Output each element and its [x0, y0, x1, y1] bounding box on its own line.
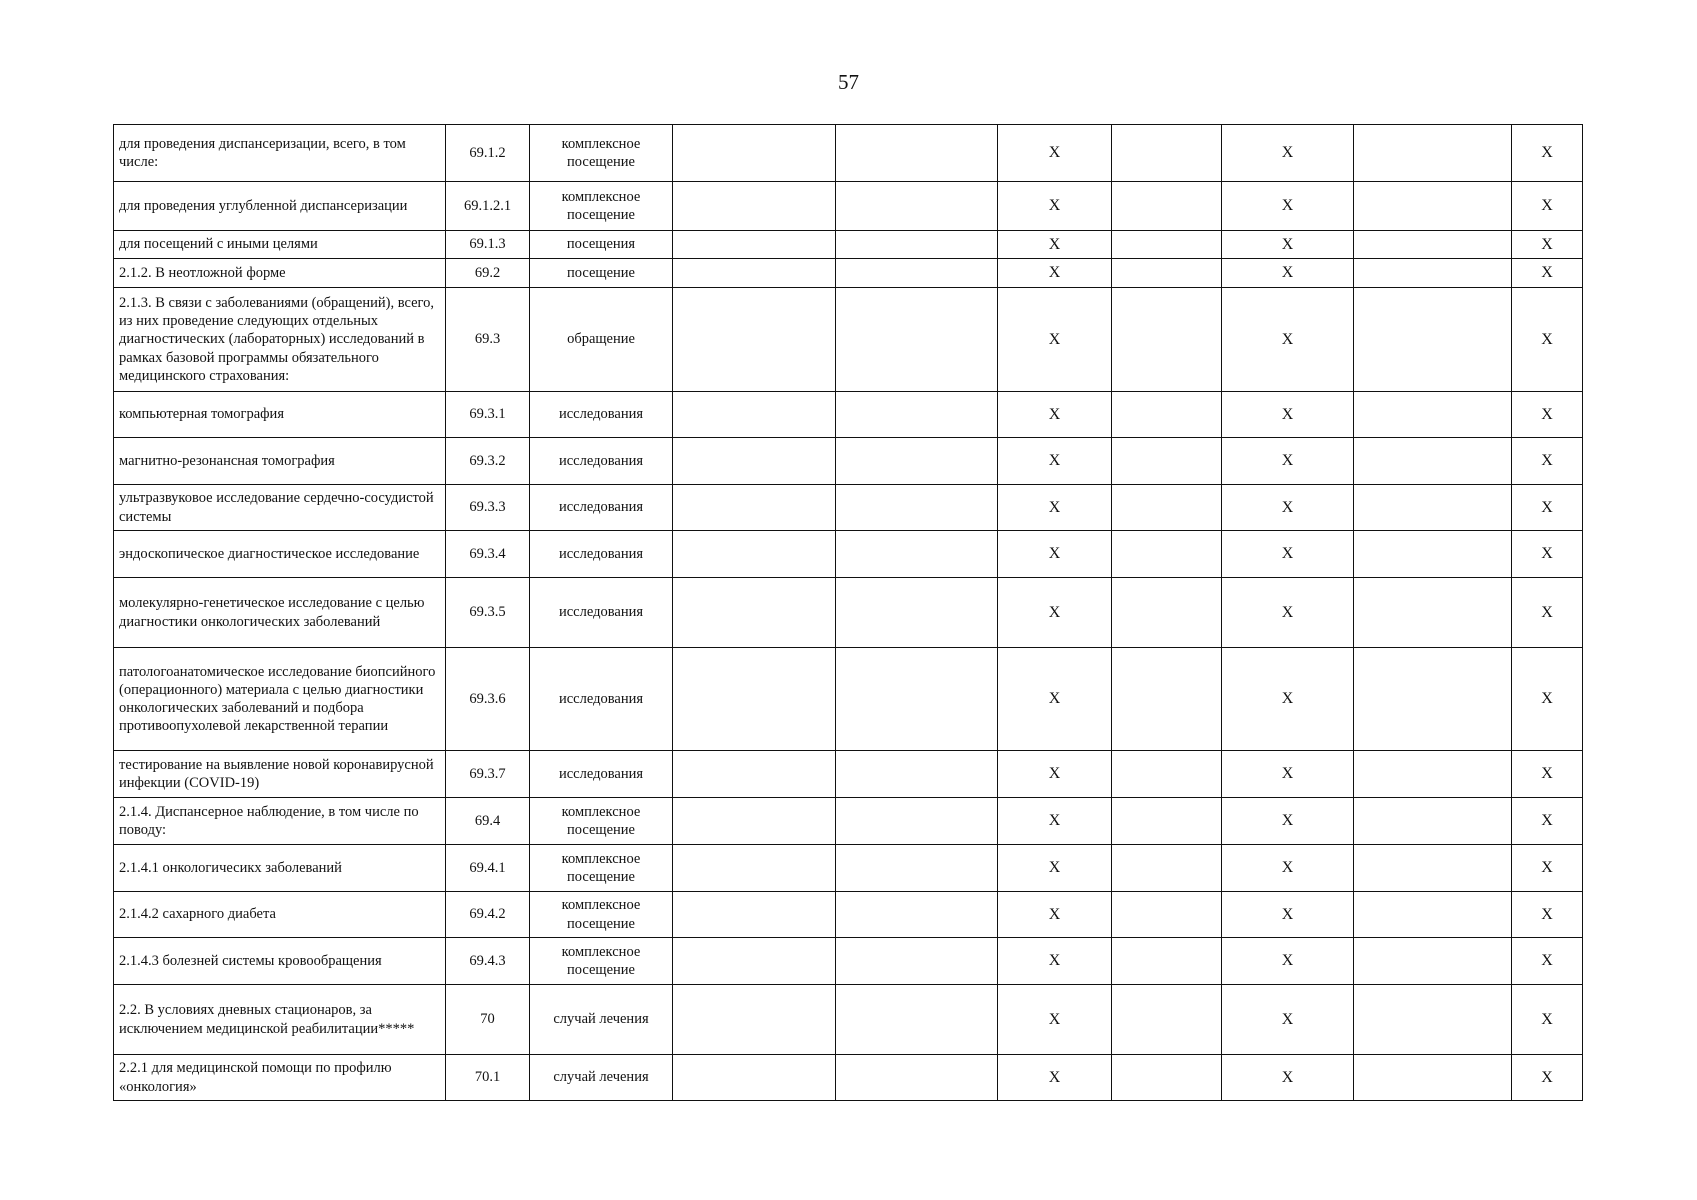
- table-row: [114, 798, 1583, 845]
- x-mark-cell: X: [1512, 288, 1583, 392]
- x-mark-cell: X: [1512, 392, 1583, 438]
- row-unit-cell: комплексное посещение: [530, 798, 673, 845]
- empty-cell: [1354, 985, 1512, 1055]
- empty-cell: [673, 985, 836, 1055]
- row-code-cell: 69.3.3: [446, 485, 530, 531]
- row-unit-cell: комплексное посещение: [530, 938, 673, 985]
- row-unit-cell: обращение: [530, 288, 673, 392]
- row-unit-cell: исследования: [530, 531, 673, 578]
- row-code-cell: 69.3.7: [446, 751, 530, 798]
- empty-cell: [1354, 438, 1512, 485]
- x-mark-cell: X: [998, 751, 1112, 798]
- x-mark-cell: X: [998, 578, 1112, 648]
- empty-cell: [836, 531, 998, 578]
- row-name-cell: молекулярно-генетическое исследование с целью диагностики онкологических заболеваний: [114, 578, 446, 648]
- x-mark-cell: X: [1222, 438, 1354, 485]
- empty-cell: [836, 751, 998, 798]
- x-mark-cell: X: [1222, 892, 1354, 938]
- row-code-cell: 69.3.1: [446, 392, 530, 438]
- empty-cell: [836, 578, 998, 648]
- x-mark-cell: X: [1222, 938, 1354, 985]
- x-mark-cell: X: [1222, 259, 1354, 288]
- x-mark-cell: X: [1512, 438, 1583, 485]
- row-code-cell: 69.3.6: [446, 648, 530, 751]
- x-mark-cell: X: [1222, 578, 1354, 648]
- empty-cell: [836, 938, 998, 985]
- row-name-cell: магнитно-резонансная томография: [114, 438, 446, 485]
- empty-cell: [836, 648, 998, 751]
- empty-cell: [836, 892, 998, 938]
- x-mark-cell: X: [1222, 288, 1354, 392]
- row-name-cell: ультразвуковое исследование сердечно-сосудистой системы: [114, 485, 446, 531]
- x-mark-cell: X: [998, 438, 1112, 485]
- table-row: [114, 182, 1583, 231]
- x-mark-cell: X: [1512, 259, 1583, 288]
- empty-cell: [673, 938, 836, 985]
- row-name-cell: 2.1.3. В связи с заболеваниями (обращений), всего, из них проведение следующих отдельных диагностических (лабораторных) исследований в рамках базовой программы обязательного медицинского страхования:: [114, 288, 446, 392]
- empty-cell: [673, 438, 836, 485]
- empty-cell: [673, 845, 836, 892]
- empty-cell: [1112, 938, 1222, 985]
- empty-cell: [836, 438, 998, 485]
- empty-cell: [1112, 485, 1222, 531]
- empty-cell: [673, 531, 836, 578]
- empty-cell: [836, 288, 998, 392]
- empty-cell: [836, 1055, 998, 1101]
- page-number: 57: [838, 70, 859, 94]
- empty-cell: [673, 751, 836, 798]
- x-mark-cell: X: [1512, 938, 1583, 985]
- x-mark-cell: X: [1512, 845, 1583, 892]
- empty-cell: [1112, 892, 1222, 938]
- empty-cell: [673, 578, 836, 648]
- empty-cell: [673, 125, 836, 182]
- empty-cell: [836, 985, 998, 1055]
- x-mark-cell: X: [998, 231, 1112, 259]
- x-mark-cell: X: [998, 845, 1112, 892]
- row-unit-cell: случай лечения: [530, 985, 673, 1055]
- empty-cell: [1112, 648, 1222, 751]
- empty-cell: [1112, 438, 1222, 485]
- x-mark-cell: X: [998, 938, 1112, 985]
- x-mark-cell: X: [1222, 751, 1354, 798]
- empty-cell: [836, 259, 998, 288]
- empty-cell: [836, 231, 998, 259]
- empty-cell: [1354, 231, 1512, 259]
- empty-cell: [1112, 1055, 1222, 1101]
- row-unit-cell: комплексное посещение: [530, 892, 673, 938]
- empty-cell: [836, 798, 998, 845]
- x-mark-cell: X: [1512, 531, 1583, 578]
- table-row: [114, 438, 1583, 485]
- empty-cell: [1112, 182, 1222, 231]
- empty-cell: [1112, 751, 1222, 798]
- table-row: [114, 892, 1583, 938]
- empty-cell: [1354, 648, 1512, 751]
- empty-cell: [673, 231, 836, 259]
- x-mark-cell: X: [998, 392, 1112, 438]
- empty-cell: [673, 392, 836, 438]
- x-mark-cell: X: [998, 985, 1112, 1055]
- empty-cell: [1354, 751, 1512, 798]
- empty-cell: [1112, 798, 1222, 845]
- table-container: [113, 124, 1582, 1101]
- x-mark-cell: X: [1222, 125, 1354, 182]
- x-mark-cell: X: [1222, 392, 1354, 438]
- row-code-cell: 69.3: [446, 288, 530, 392]
- x-mark-cell: X: [998, 485, 1112, 531]
- table-row: [114, 578, 1583, 648]
- row-unit-cell: случай лечения: [530, 1055, 673, 1101]
- x-mark-cell: X: [1512, 231, 1583, 259]
- row-name-cell: для посещений с иными целями: [114, 231, 446, 259]
- row-unit-cell: исследования: [530, 485, 673, 531]
- x-mark-cell: X: [998, 259, 1112, 288]
- x-mark-cell: X: [1512, 125, 1583, 182]
- row-unit-cell: исследования: [530, 392, 673, 438]
- row-name-cell: 2.1.2. В неотложной форме: [114, 259, 446, 288]
- empty-cell: [1354, 798, 1512, 845]
- row-name-cell: эндоскопическое диагностическое исследование: [114, 531, 446, 578]
- empty-cell: [1354, 392, 1512, 438]
- empty-cell: [1354, 1055, 1512, 1101]
- x-mark-cell: X: [1222, 1055, 1354, 1101]
- x-mark-cell: X: [1512, 892, 1583, 938]
- x-mark-cell: X: [1222, 231, 1354, 259]
- empty-cell: [673, 1055, 836, 1101]
- x-mark-cell: X: [998, 125, 1112, 182]
- row-unit-cell: исследования: [530, 578, 673, 648]
- empty-cell: [1354, 259, 1512, 288]
- row-code-cell: 69.3.2: [446, 438, 530, 485]
- empty-cell: [1112, 231, 1222, 259]
- x-mark-cell: X: [998, 182, 1112, 231]
- x-mark-cell: X: [1512, 798, 1583, 845]
- row-name-cell: 2.1.4.2 сахарного диабета: [114, 892, 446, 938]
- x-mark-cell: X: [1512, 648, 1583, 751]
- row-name-cell: для проведения диспансеризации, всего, в том числе:: [114, 125, 446, 182]
- table-row: [114, 392, 1583, 438]
- empty-cell: [1354, 892, 1512, 938]
- empty-cell: [1354, 288, 1512, 392]
- row-code-cell: 70.1: [446, 1055, 530, 1101]
- row-code-cell: 69.4.3: [446, 938, 530, 985]
- empty-cell: [673, 485, 836, 531]
- empty-cell: [836, 182, 998, 231]
- table-row: [114, 259, 1583, 288]
- x-mark-cell: X: [998, 798, 1112, 845]
- x-mark-cell: X: [998, 531, 1112, 578]
- table-row: [114, 938, 1583, 985]
- empty-cell: [1112, 392, 1222, 438]
- x-mark-cell: X: [1512, 485, 1583, 531]
- empty-cell: [1112, 578, 1222, 648]
- row-name-cell: 2.2. В условиях дневных стационаров, за исключением медицинской реабилитации*****: [114, 985, 446, 1055]
- empty-cell: [1112, 531, 1222, 578]
- empty-cell: [673, 798, 836, 845]
- row-code-cell: 69.4: [446, 798, 530, 845]
- row-code-cell: 69.4.2: [446, 892, 530, 938]
- row-name-cell: 2.1.4.3 болезней системы кровообращения: [114, 938, 446, 985]
- row-code-cell: 70: [446, 985, 530, 1055]
- table-row: [114, 1055, 1583, 1101]
- table-row: [114, 485, 1583, 531]
- empty-cell: [1354, 578, 1512, 648]
- x-mark-cell: X: [998, 892, 1112, 938]
- x-mark-cell: X: [1222, 531, 1354, 578]
- x-mark-cell: X: [998, 1055, 1112, 1101]
- table-row: [114, 751, 1583, 798]
- x-mark-cell: X: [1512, 985, 1583, 1055]
- table-row: [114, 231, 1583, 259]
- x-mark-cell: X: [998, 288, 1112, 392]
- table-row: [114, 648, 1583, 751]
- row-unit-cell: комплексное посещение: [530, 182, 673, 231]
- x-mark-cell: X: [1222, 985, 1354, 1055]
- row-code-cell: 69.1.2.1: [446, 182, 530, 231]
- empty-cell: [1112, 259, 1222, 288]
- empty-cell: [1112, 845, 1222, 892]
- row-name-cell: тестирование на выявление новой коронавирусной инфекции (COVID-19): [114, 751, 446, 798]
- x-mark-cell: X: [1222, 798, 1354, 845]
- row-name-cell: патологоанатомическое исследование биопсийного (операционного) материала с целью диагностики онкологических заболеваний и подбора противоопухолевой лекарственной терапии: [114, 648, 446, 751]
- table-row: [114, 845, 1583, 892]
- data-table: [113, 124, 1583, 1101]
- row-unit-cell: посещения: [530, 231, 673, 259]
- empty-cell: [1354, 938, 1512, 985]
- empty-cell: [1354, 531, 1512, 578]
- empty-cell: [1112, 985, 1222, 1055]
- row-code-cell: 69.2: [446, 259, 530, 288]
- row-code-cell: 69.1.3: [446, 231, 530, 259]
- empty-cell: [836, 485, 998, 531]
- table-row: [114, 288, 1583, 392]
- empty-cell: [673, 288, 836, 392]
- row-code-cell: 69.3.5: [446, 578, 530, 648]
- table-row: [114, 985, 1583, 1055]
- row-name-cell: компьютерная томография: [114, 392, 446, 438]
- row-unit-cell: исследования: [530, 751, 673, 798]
- x-mark-cell: X: [1512, 1055, 1583, 1101]
- empty-cell: [673, 259, 836, 288]
- empty-cell: [836, 845, 998, 892]
- x-mark-cell: X: [1512, 578, 1583, 648]
- row-name-cell: 2.2.1 для медицинской помощи по профилю «онкология»: [114, 1055, 446, 1101]
- empty-cell: [673, 892, 836, 938]
- x-mark-cell: X: [1222, 648, 1354, 751]
- empty-cell: [1354, 485, 1512, 531]
- row-unit-cell: исследования: [530, 648, 673, 751]
- empty-cell: [673, 648, 836, 751]
- row-name-cell: 2.1.4.1 онкологичесикх заболеваний: [114, 845, 446, 892]
- x-mark-cell: X: [1222, 845, 1354, 892]
- x-mark-cell: X: [1222, 485, 1354, 531]
- x-mark-cell: X: [1222, 182, 1354, 231]
- row-code-cell: 69.3.4: [446, 531, 530, 578]
- empty-cell: [1112, 125, 1222, 182]
- empty-cell: [836, 125, 998, 182]
- x-mark-cell: X: [998, 648, 1112, 751]
- empty-cell: [1354, 125, 1512, 182]
- table-body: [114, 125, 1583, 1101]
- empty-cell: [1112, 288, 1222, 392]
- row-unit-cell: комплексное посещение: [530, 125, 673, 182]
- x-mark-cell: X: [1512, 182, 1583, 231]
- table-row: [114, 531, 1583, 578]
- row-unit-cell: комплексное посещение: [530, 845, 673, 892]
- row-code-cell: 69.4.1: [446, 845, 530, 892]
- table-row: [114, 125, 1583, 182]
- row-name-cell: для проведения углубленной диспансеризации: [114, 182, 446, 231]
- empty-cell: [1354, 845, 1512, 892]
- empty-cell: [1354, 182, 1512, 231]
- row-name-cell: 2.1.4. Диспансерное наблюдение, в том числе по поводу:: [114, 798, 446, 845]
- row-unit-cell: исследования: [530, 438, 673, 485]
- empty-cell: [673, 182, 836, 231]
- x-mark-cell: X: [1512, 751, 1583, 798]
- row-unit-cell: посещение: [530, 259, 673, 288]
- empty-cell: [836, 392, 998, 438]
- row-code-cell: 69.1.2: [446, 125, 530, 182]
